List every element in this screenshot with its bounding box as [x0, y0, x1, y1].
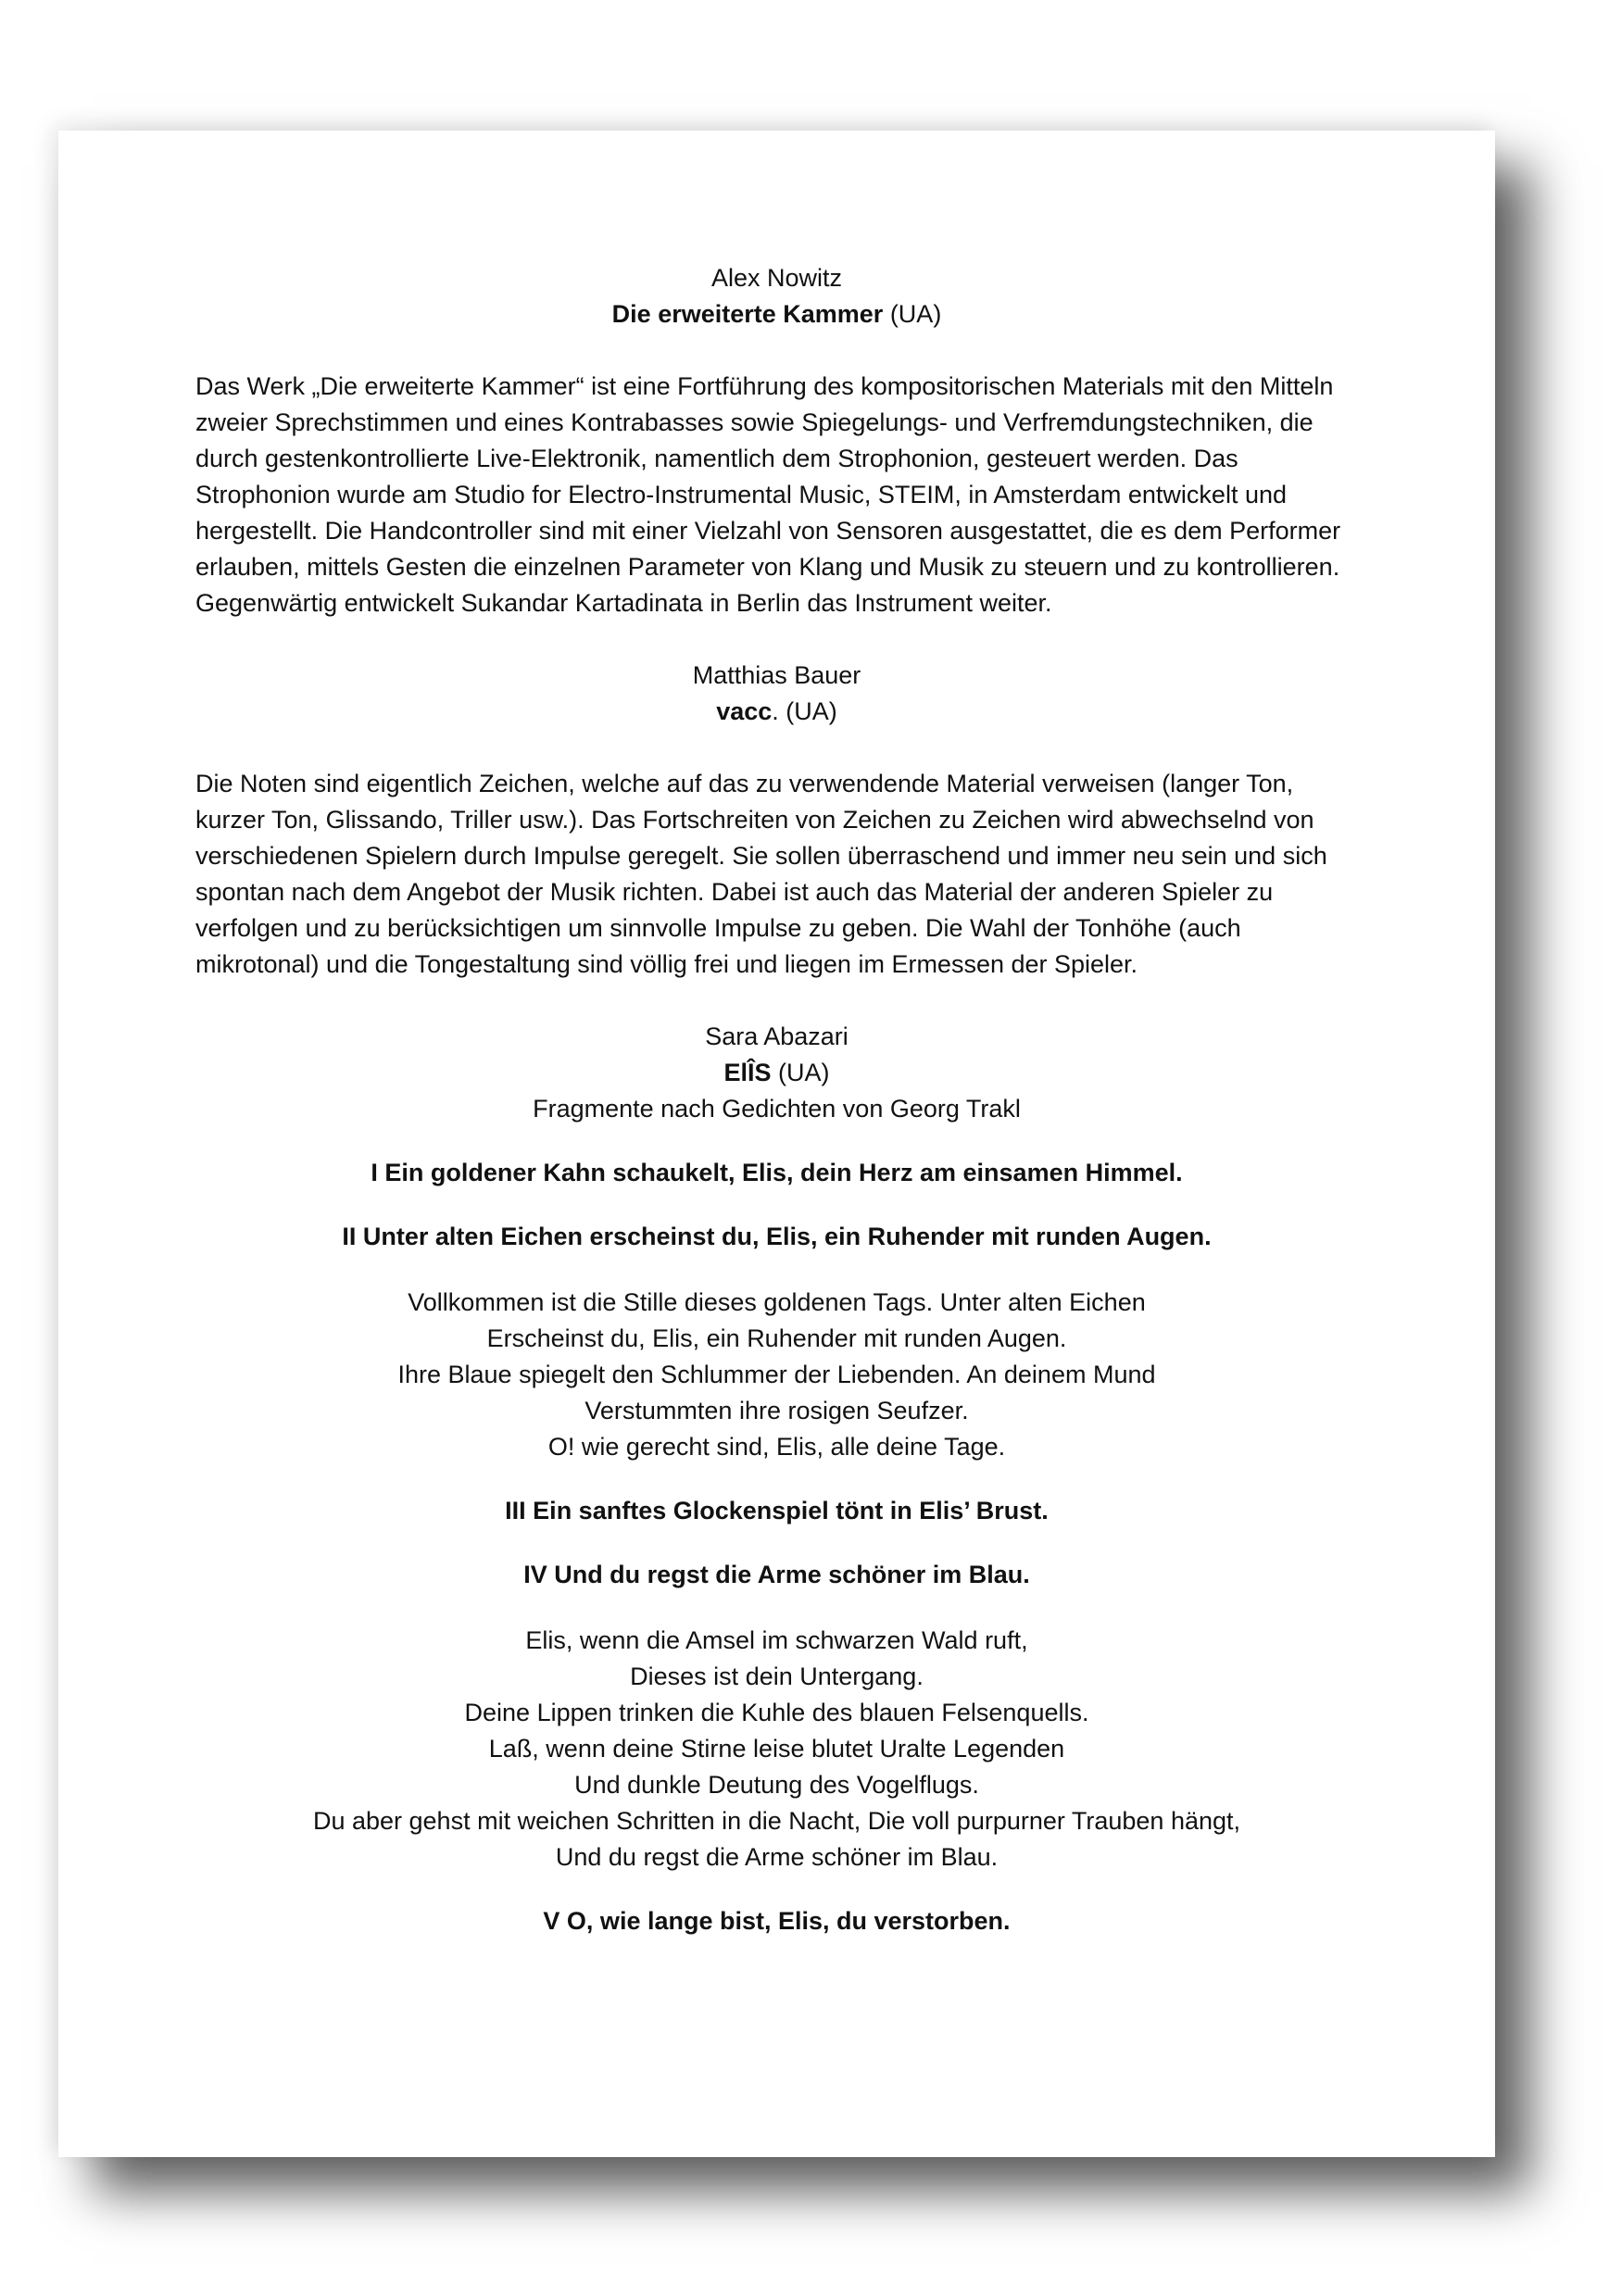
- poem-line: Vollkommen ist die Stille dieses goldenen Tags. Unter alten Eichen: [408, 1288, 1146, 1316]
- poem-section-heading: V O, wie lange bist, Elis, du verstorben.: [543, 1907, 1011, 1935]
- page-content: [195, 260, 1358, 1939]
- poem-section-heading: III Ein sanftes Glockenspiel tönt in Elis’ Brust.: [505, 1497, 1049, 1524]
- poem-stanza: [195, 1623, 1358, 1876]
- work-title-line: [195, 694, 1358, 730]
- poem-line: Du aber gehst mit weichen Schritten in die Nacht, Die voll purpurner Trauben hängt,: [312, 1807, 1241, 1835]
- work-subtitle: Fragmente nach Gedichten von Georg Trakl: [533, 1095, 1021, 1123]
- work-title: vacc: [716, 697, 773, 725]
- document-page: [58, 131, 1495, 2157]
- poem-line: Elis, wenn die Amsel im schwarzen Wald ruft,: [525, 1626, 1028, 1654]
- work-title-line: [195, 1055, 1358, 1091]
- work-title: ElÎS: [723, 1059, 772, 1086]
- poem-section-heading: I Ein goldener Kahn schaukelt, Elis, dein Herz am einsamen Himmel.: [371, 1159, 1183, 1186]
- work-title: Die erweiterte Kammer: [611, 300, 884, 328]
- poem-line: Ihre Blaue spiegelt den Schlummer der Liebenden. An deinem Mund: [397, 1361, 1156, 1388]
- program-note: Das Werk „Die erweiterte Kammer“ ist eine Fortführung des kompositorischen Materials mit den Mitteln zweier Sprechstimmen und eines Kontrabasses sowie Spiegelungs- und Verfremdungstechniken, die durch gestenkontrollierte Live-Elektronik, namentlich dem Strophonion, gesteuert werden. Das Strophonion wurde am Studio for Electro-Instrumental Music, STEIM, in Amsterdam entwickelt und hergestellt. Die Handcontroller sind mit einer Vielzahl von Sensoren ausgestattet, die es dem Performer erlauben, mittels Gesten die einzelnen Parameter von Klang und Musik zu steuern und zu kontrollieren. Gegenwärtig entwickelt Sukandar Kartadinata in Berlin das Instrument weiter.: [195, 372, 1341, 617]
- work-title-line: [195, 296, 1358, 332]
- program-note: Die Noten sind eigentlich Zeichen, welche auf das zu verwendende Material verweisen (langer Ton, kurzer Ton, Glissando, Triller usw.). Das Fortschreiten von Zeichen zu Zeichen wird abwechselnd von verschiedenen Spielern durch Impulse geregelt. Sie sollen überraschend und immer neu sein und sich spontan nach dem Angebot der Musik richten. Dabei ist auch das Material der anderen Spieler zu verfolgen und zu berücksichtigen um sinnvolle Impulse zu geben. Die Wahl der Tonhöhe (auch mikrotonal) und die Tongestaltung sind völlig frei und liegen im Ermessen der Spieler.: [195, 770, 1327, 978]
- poem-section-heading: II Unter alten Eichen erscheinst du, Elis, ein Ruhender mit runden Augen.: [342, 1223, 1212, 1250]
- work-title-suffix: . (UA): [772, 697, 837, 725]
- poem-line: Und dunkle Deutung des Vogelflugs.: [574, 1771, 979, 1799]
- composer-name: Sara Abazari: [705, 1023, 848, 1050]
- poem-section-heading: IV Und du regst die Arme schöner im Blau.: [523, 1561, 1030, 1588]
- composer-name: Matthias Bauer: [692, 661, 861, 689]
- work-title-suffix: (UA): [771, 1059, 830, 1086]
- work-title-suffix: (UA): [883, 300, 942, 328]
- composer-name: Alex Nowitz: [710, 264, 843, 292]
- poem-line: Laß, wenn deine Stirne leise blutet Uralte Legenden: [488, 1735, 1065, 1763]
- poem-line: Dieses ist dein Untergang.: [630, 1662, 924, 1690]
- poem-line: Und du regst die Arme schöner im Blau.: [555, 1843, 999, 1871]
- poem-stanza: [195, 1285, 1358, 1465]
- poem-line: Erscheinst du, Elis, ein Ruhender mit runden Augen.: [486, 1324, 1067, 1352]
- poem-line: O! wie gerecht sind, Elis, alle deine Tage.: [547, 1433, 1006, 1461]
- poem-line: Deine Lippen trinken die Kuhle des blauen Felsenquells.: [464, 1699, 1089, 1726]
- poem-line: Verstummten ihre rosigen Seufzer.: [585, 1397, 969, 1424]
